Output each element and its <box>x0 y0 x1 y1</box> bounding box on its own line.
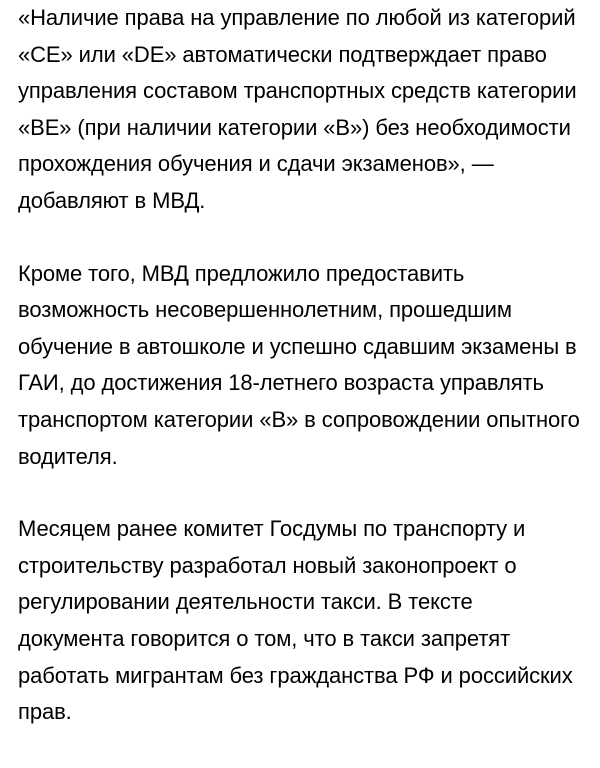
article-paragraph-3: Месяцем ранее комитет Госдумы по транспорту и строительству разработал новый законопроект о регулировании деятельности такси. В тексте документа говорится о том, что в такси запретят работать мигрантам без гражданства РФ и российских прав. <box>18 516 573 725</box>
article-paragraph-1: «Наличие права на управление по любой из категорий «CE» или «DE» автоматически подтверждает право управления составом транспортных средств категории «BE» (при наличии категории «B») без необходимости прохождения обучения и сдачи экзаменов», — добавляют в МВД. <box>18 5 577 213</box>
article-paragraph-2: Кроме того, МВД предложило предоставить возможность несовершеннолетним, прошедшим обучение в автошколе и успешно сдавшим экзамены в ГАИ, до достижения 18-летнего возраста управлять транспортом категории «B» в сопровождении опытного водителя. <box>18 260 580 469</box>
